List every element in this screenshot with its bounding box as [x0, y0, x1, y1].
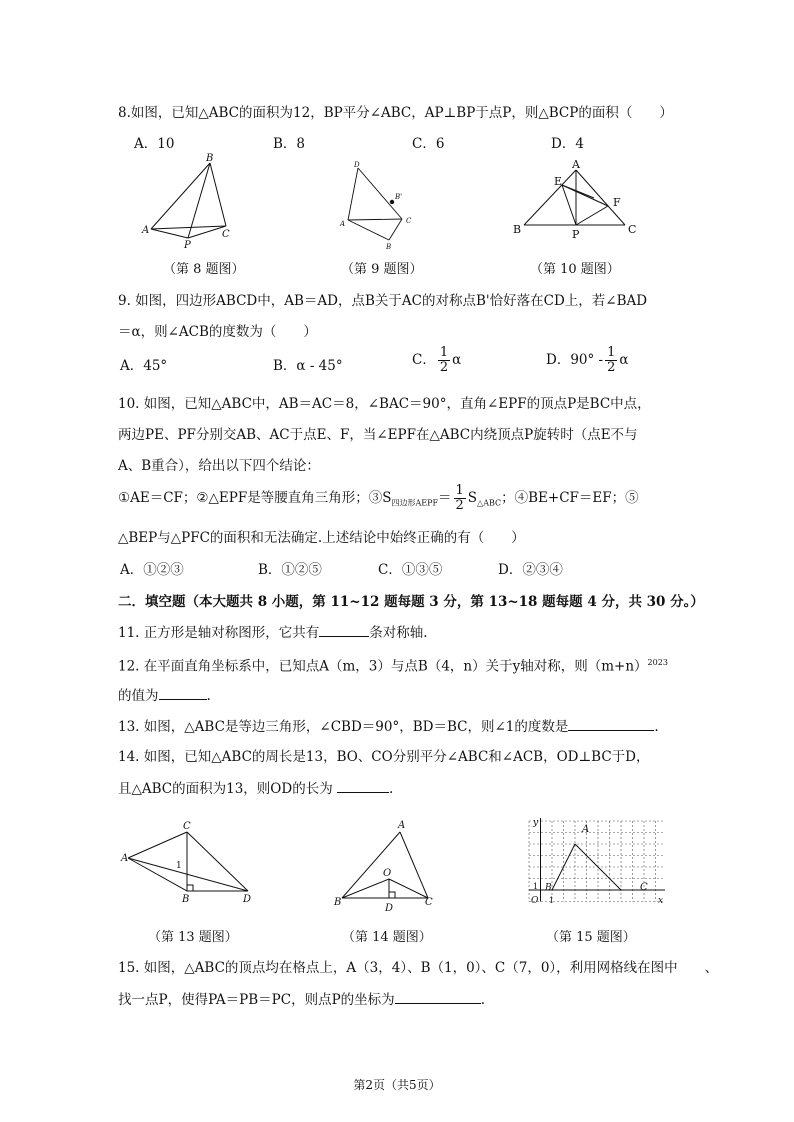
q11-answer-blank[interactable] [319, 622, 369, 637]
fig15-label-o: O [531, 896, 539, 906]
fig13-label-d: D [243, 894, 252, 905]
fig10-label-b: B [513, 223, 522, 236]
q15-pre: 找一点P，使得PA＝PB＝PC，则点P的坐标为 [118, 992, 395, 1008]
fig10-label-f: F [613, 196, 621, 209]
fraction-half [454, 484, 466, 513]
fig9-label-a: A [340, 220, 346, 228]
q10-conclusion-rest: ；④BE+CF＝EF；⑤ [501, 490, 639, 506]
fraction-num: 1 [439, 345, 449, 360]
q13-post: . [654, 719, 659, 735]
alpha-symbol: α [452, 352, 462, 368]
q8-option-a: A．10 [134, 136, 175, 152]
q10-option-d: D．②③④ [498, 562, 563, 578]
q12-line2 [118, 685, 211, 706]
q9-option-d-prefix: D．90° - [546, 352, 604, 368]
fig13-label-b: B [182, 894, 190, 905]
q10-sub-abc: △ABC [477, 498, 502, 508]
fig9-label-bprime: B' [395, 193, 403, 201]
fig14-label-c: C [425, 897, 433, 908]
fig15-label-y: y [533, 818, 539, 828]
q12-text: 12. 在平面直角坐标系中，已知点A（m，3）与点B（4，n）关于y轴对称，则（m+n） [118, 658, 648, 675]
q13 [118, 716, 659, 737]
q14-line1: 14. 如图，已知△ABC的周长是13，BO、CO分别平分∠ABC和∠ACB，OD⊥BC于D， [118, 749, 650, 765]
q10-sub-quad: 四边形AEPF [391, 498, 439, 508]
figure-8 [140, 153, 240, 251]
fig10-label-p: P [572, 228, 580, 241]
q10-conclusion-1: ①AE＝CF；②△EPF是等腰直角三角形；③S [118, 490, 392, 506]
figure-9 [336, 158, 426, 251]
fraction-half [605, 346, 617, 375]
fig14-label-d: D [385, 903, 394, 914]
caption-fig13: （第 13 题图） [148, 930, 238, 945]
q9-option-c-prefix: C． [412, 352, 436, 368]
q12-pre: 的值为 [118, 688, 159, 704]
figure-14 [330, 815, 440, 915]
fig15-label-1-x: 1 [549, 896, 555, 905]
q15-line2 [118, 989, 485, 1010]
fraction-den: 2 [607, 360, 616, 375]
fig15-label-b: B [545, 883, 552, 893]
q10-s: S [467, 490, 478, 506]
fig14-label-o: O [383, 868, 392, 879]
q9-option-a: A．45° [120, 358, 168, 374]
q10-conclusions [118, 484, 639, 514]
fraction-den: 2 [439, 360, 449, 375]
q10-stem-line1: 10. 如图，已知△ABC中，AB＝AC＝8，∠BAC＝90°，直角∠EPF的顶点P是BC中点， [118, 396, 651, 412]
q13-answer-blank[interactable] [568, 716, 654, 731]
fig15-label-x: x [658, 896, 664, 906]
q8-option-b: B．8 [273, 136, 306, 152]
q15-post: . [480, 992, 485, 1008]
fig8-label-c: C [222, 229, 230, 240]
fig14-label-a: A [398, 820, 406, 831]
q12-exponent: 2023 [647, 658, 668, 667]
alpha-symbol: α [619, 352, 629, 368]
fraction-den: 2 [455, 498, 464, 513]
page-footer: 第2页（共5页） [353, 1078, 441, 1092]
q9-option-b: B．α - 45° [273, 358, 343, 374]
fig10-label-a: A [572, 158, 580, 171]
figure-15 [527, 815, 667, 910]
q15-answer-blank[interactable] [395, 989, 481, 1004]
fraction-num: 1 [607, 345, 616, 360]
fig13-label-c: C [183, 821, 191, 832]
q12-post: . [206, 688, 211, 704]
q14-post: . [389, 781, 394, 797]
fraction-num: 1 [455, 483, 464, 498]
q10-equals: ＝ [438, 490, 452, 506]
q10-stem-line3: A、B重合），给出以下四个结论： [118, 458, 320, 474]
fig13-label-a: A [121, 853, 129, 864]
q11 [118, 622, 428, 643]
section-2-heading: 二．填空题（本大题共 8 小题，第 11~12 题每题 3 分，第 13~18 题每题 4 分，共 30 分。） [118, 594, 704, 610]
fig14-label-b: B [334, 897, 342, 908]
caption-fig15: （第 15 题图） [546, 930, 636, 945]
q8-option-c: C．6 [412, 136, 445, 152]
fig15-label-1-y: 1 [533, 882, 539, 891]
fig10-label-e: E [554, 175, 563, 188]
q13-text: 13. 如图，△ABC是等边三角形，∠CBD＝90°，BD＝BC，则∠1的度数是 [118, 719, 569, 735]
fig9-label-b: B [386, 243, 392, 251]
q14-pre: 且△ABC的面积为13，则OD的长为 [118, 781, 337, 797]
q15-line1: 15. 如图，△ABC的顶点均在格点上，A（3，4）、B（1，0）、C（7，0），利用网格线在图中 、 [118, 960, 719, 976]
q8-stem: 8.如图，已知△ABC的面积为12，BP平分∠ABC，AP⊥BP于点P，则△BCP的面积（ ） [118, 105, 673, 121]
fig9-point-b-prime [390, 200, 394, 204]
fig8-label-p: P [184, 240, 191, 251]
caption-fig8: （第 8 题图） [163, 262, 245, 277]
q9-stem-line2: ＝α，则∠ACB的度数为（ ） [118, 324, 317, 340]
q10-option-a: A．①②③ [120, 562, 184, 578]
fig15-label-c: C [640, 882, 648, 893]
figure-13 [118, 818, 258, 918]
q14-line2 [118, 778, 393, 799]
q10-option-b: B．①②⑤ [258, 562, 322, 578]
q9-stem-line1: 9. 如图，四边形ABCD中，AB＝AD，点B关于AC的对称点B'恰好落在CD上，若∠BAD [118, 293, 648, 309]
fraction-half [438, 346, 450, 375]
q9-option-d [546, 346, 629, 375]
fig9-label-d: D [354, 161, 360, 169]
figure-10 [510, 158, 635, 243]
q11-pre: 11. 正方形是轴对称图形，它共有 [118, 625, 320, 641]
q10-stem-line2: 两边PE、PF分别交AB、AC于点E、F，当∠EPF在△ABC内绕顶点P旋转时（点E不与 [118, 427, 638, 443]
q10-option-c: C．①③⑤ [378, 562, 443, 578]
q12-line1 [118, 653, 668, 677]
fig13-label-1: 1 [176, 861, 182, 871]
q12-answer-blank[interactable] [159, 685, 207, 700]
fig9-label-c: C [406, 217, 412, 225]
fig8-label-a: A [142, 225, 150, 236]
q14-answer-blank[interactable] [337, 778, 389, 793]
q10-stem-line5: △BEP与△PFC的面积和无法确定.上述结论中始终正确的有（ ） [118, 530, 525, 546]
fig8-label-b: B [206, 153, 214, 164]
caption-fig9: （第 9 题图） [341, 262, 423, 277]
q11-post: 条对称轴. [369, 625, 428, 641]
caption-fig10: （第 10 题图） [530, 262, 620, 277]
fig15-label-a: A [582, 824, 590, 835]
caption-fig14: （第 14 题图） [342, 930, 432, 945]
q9-option-c [412, 346, 461, 375]
fig10-label-c: C [628, 223, 637, 236]
q8-option-d: D．4 [551, 136, 584, 152]
